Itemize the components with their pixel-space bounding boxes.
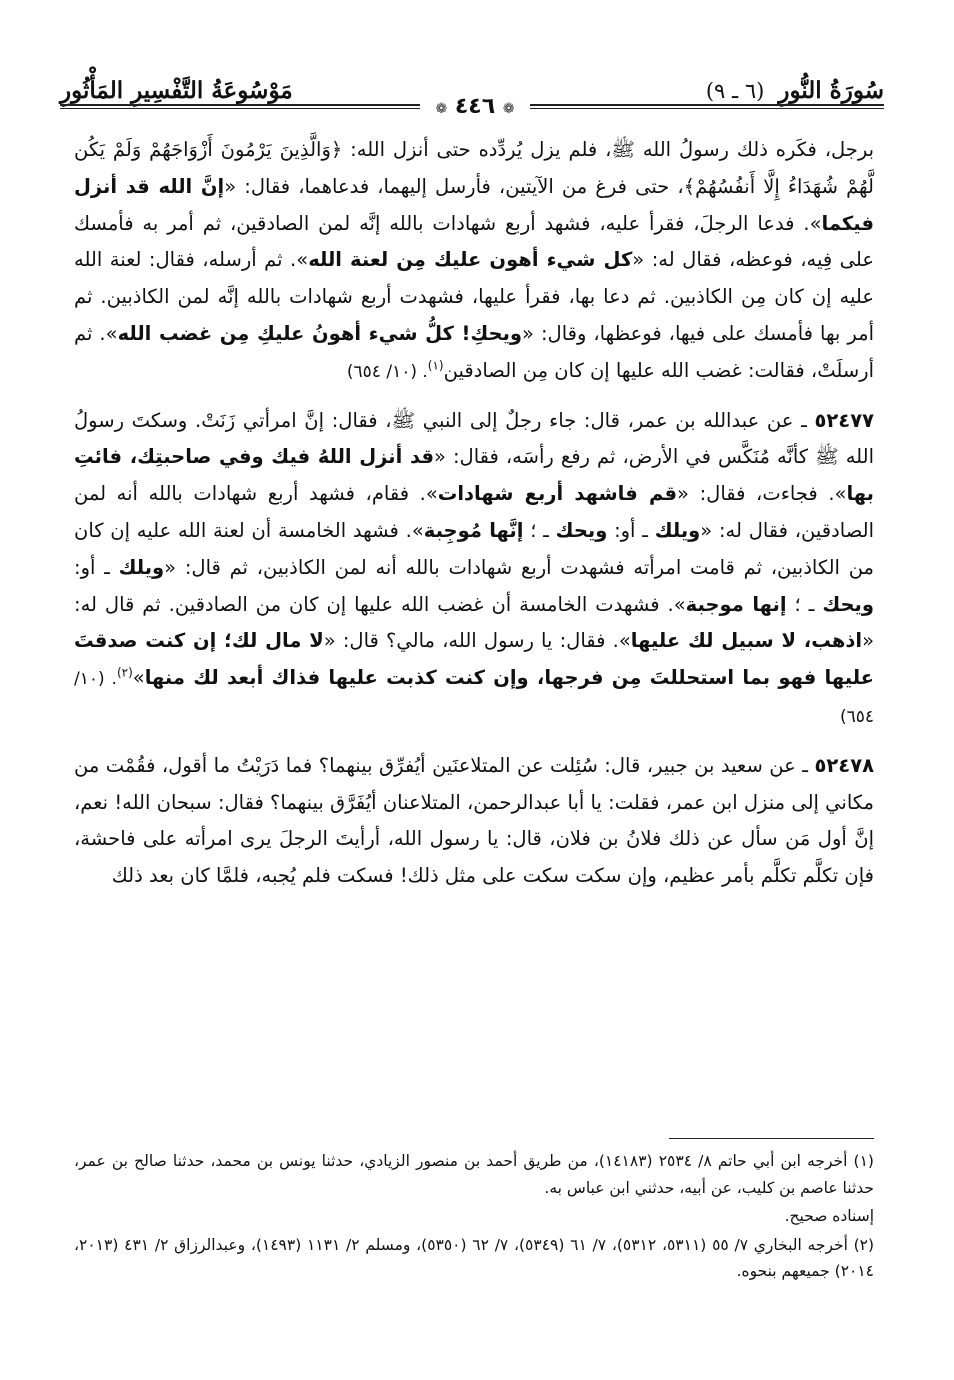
prophet-saying: لا مال لك؛ إن كنت صدقتَ عليها فهو بما استحللتَ مِن فرجها، وإن كنت كذبت عليها فذاك أبعد لك منها (74, 629, 874, 690)
prophet-saying: ويلك (654, 518, 701, 542)
text-run: ـ أو: (74, 555, 119, 579)
page-number-box (420, 94, 530, 120)
prophet-saying: إنَّها مُوجِبة (423, 518, 524, 542)
text-run: ». فدعا الرجلَ، فقرأ عليه، فشهد أربع شهادات بالله إنَّه لمن الصادقين، ثم أمر به فأمسك على فِيه، فوعظه، فقال له: « (74, 211, 874, 272)
footnote-1: (١) أخرجه ابن أبي حاتم ٨/ ٢٥٣٤ (١٤١٨٣)، من طريق أحمد بن منصور الزيادي، حدثنا يونس بن محمد، حدثنا صالح بن عمر، حدثنا عاصم بن كليب، عن أبيه، حدثني ابن عباس به. (74, 1152, 874, 1197)
text-run: برجل، فكَره ذلك رسولُ الله ﷺ، فلم يزل يُردِّده حتى أنزل الله: (342, 138, 875, 161)
footnote-ref[interactable]: (٢) (116, 665, 133, 680)
surah-title (706, 77, 884, 104)
text-run: ـ أو: (607, 518, 655, 542)
hadith-number: ٥٢٤٧٨ (814, 753, 874, 777)
page-number: ٤٤٦ (454, 94, 496, 119)
hadith-paragraph (74, 748, 874, 895)
text-run: ». ثم أرسله، فقال: لعنة الله عليه إن كان مِن الكاذبين. ثم دعا بها، فقرأ عليها، فشهدت أربع شهادات بالله إنَّه لمن الكاذبين. ثم أمر بها فأمسك على فيها، فوعظها، وقال: « (74, 248, 874, 345)
text-run: ـ عن عبدالله بن عمر، قال: جاء رجلٌ إلى النبي ﷺ، فقال: إنَّ امرأتي زَنَتْ. وسكتَ رسولُ الله ﷺ كأنَّه مُنَكَّس في الأرض، ثم رفع رأسَه، فقال: « (74, 408, 874, 469)
ornament-icon: ❁ (502, 101, 515, 117)
volume-reference: . (١٠/ ٦٥٤) (346, 361, 428, 382)
prophet-saying: ويلك (118, 555, 165, 579)
ornament-icon: ❁ (435, 101, 448, 117)
footnote-ref[interactable]: (١) (427, 358, 444, 373)
book-title: مَوْسُوعَةُ التَّفْسِيرِ المَأْثُورِ (60, 77, 293, 104)
text-run: ». فشهدت الخامسة أن غضب الله عليها إن كان من الصادقين. ثم قال له: « (74, 592, 874, 653)
text-run: ». فجاءت، فقال: « (677, 482, 847, 506)
paragraph-continuation (74, 132, 874, 391)
prophet-saying: إنها موجبة (685, 592, 787, 616)
verse-range: (٦ ـ ٩) (705, 79, 765, 103)
text-run: ـ ؛ (523, 518, 556, 542)
footnotes (74, 1148, 874, 1287)
footnote-1-grading: إسناده صحيح. (784, 1207, 874, 1225)
prophet-saying: ويحك (555, 518, 608, 542)
footnote-2: (٢) أخرجه البخاري ٧/ ٥٥ (٥٣١١، ٥٣١٢)، ٧/ ٦١ (٥٣٤٩)، ٧/ ٦٢ (٥٣٥٠)، ومسلم ٢/ ١١٣١ (١٤٩٣)، وعبدالرزاق ٢/ ٤٣١ (٢٠١٣، ٢٠١٤) جميعهم بنحوه. (74, 1235, 875, 1280)
text-run: ». فقام، فشهد أربع شهادات بالله أنه لمن الصادقين، فقال له: « (74, 482, 874, 542)
text-run: ». ثم أرسلَتْ، فقالت: غضب الله عليها إن كان مِن الصادقين (74, 321, 874, 382)
prophet-saying: ويحكِ! كلُّ شيء أهونُ عليكِ مِن غضب الله (117, 321, 523, 345)
text-run: ـ ؛ (786, 592, 823, 616)
text-run: ، حتى فرغ من الآيتين، فأرسل إليهما، فدعاهما، فقال: « (224, 174, 684, 198)
text-run: ». فقال: يا رسول الله، مالي؟ قال: « (323, 629, 631, 653)
text-run: ـ عن سعيد بن جبير، قال: سُئِلت عن المتلاعنَين أيُفرِّق بينهما؟ فما دَرَيْتُ ما أقول، فقُمْت من مكاني إلى منزل ابن عمر، فقلت: يا أبا عبدالرحمن، المتلاعنان أيُفَرَّق بينهما؟ فقال: سبحان الله! نعم، إنَّ أول مَن سأل عن ذلك فلانُ بن فلان، قال: يا رسول الله، أرأيتَ الرجلَ يرى امرأته على فاحشة، فإن تكلَّم تكلَّم بأمر عظيم، وإن سكت سكت على مثل ذلك! فسكت فلم يُجبه، فلمَّا كان بعد ذلك (74, 753, 874, 888)
prophet-saying: كل شيء أهون عليك مِن لعنة الله (308, 248, 633, 272)
quran-verse: ﴿وَالَّذِينَ يَرْمُونَ أَزْوَاجَهُمْ وَلَمْ يَكُن لَّهُمْ شُهَدَاءُ إِلَّا أَنفُسُهُمْ﴾ (74, 138, 874, 198)
prophet-saying: قد أنزل اللهُ فيك وفي صاحبتِك، فائتِ بها (74, 445, 874, 506)
hadith-number: ٥٢٤٧٧ (814, 408, 874, 432)
main-text (74, 132, 874, 907)
prophet-saying: ويحك (822, 592, 874, 616)
prophet-saying: اذهب، لا سبيل لك عليها (630, 629, 863, 653)
prophet-saying: قم فاشهد أربع شهادات (437, 482, 678, 506)
volume-reference: . (١٠/ ٦٥٤) (74, 669, 874, 727)
text-run: ». فشهد الخامسة أن لعنة الله عليه إن كان من الكاذبين، ثم قامت امرأته فشهدت أربع شهادات بالله أنه لمن الكاذبين، ثم قال: « (74, 518, 874, 579)
text-run: » (132, 666, 145, 690)
prophet-saying: إنَّ الله قد أنزل فيكما (74, 174, 874, 235)
footnote-separator (669, 1138, 874, 1139)
hadith-paragraph (74, 403, 874, 736)
surah-name: سُورَةُ النُّورِ (778, 77, 884, 104)
